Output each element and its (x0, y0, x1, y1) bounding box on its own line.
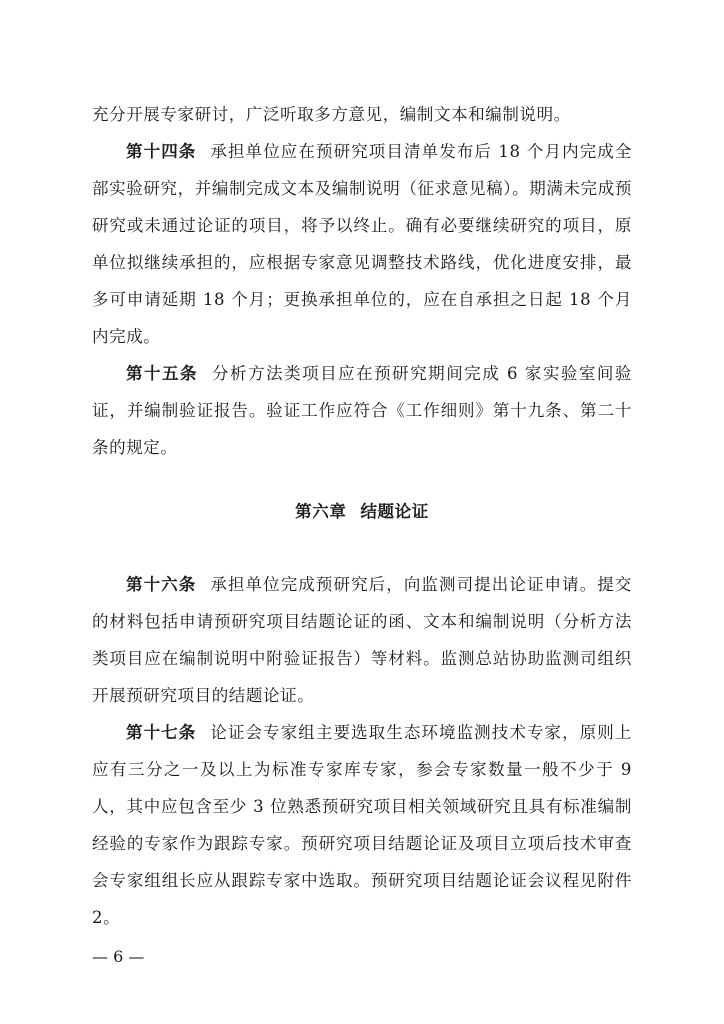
page-number: — 6 — (92, 947, 145, 966)
article-label: 第十五条 (126, 364, 199, 383)
article-17 (92, 714, 632, 936)
article-text: 承担单位应在预研究项目清单发布后 18 个月内完成全部实验研究，并编制完成文本及编制说明（征求意见稿）。期满未完成预研究或未通过论证的项目，将予以终止。确有必要继续研究的项目，原单位拟继续承担的，应根据专家意见调整技术路线，优化进度安排，最多可申请延期 18 个月；更换承担单位的，应在自承担之日起 18 个月内完成。 (92, 142, 632, 346)
article-16 (92, 566, 632, 714)
article-label: 第十四条 (126, 142, 197, 161)
document-page (92, 0, 632, 1024)
article-label: 第十六条 (126, 575, 197, 594)
article-label: 第十七条 (126, 723, 197, 742)
chapter-number: 第六章 (295, 502, 347, 521)
paragraph-continuation (92, 96, 632, 133)
article-text: 论证会专家组主要选取生态环境监测技术专家，原则上应有三分之一及以上为标准专家库专家，参会专家数量一般不少于 9 人，其中应包含至少 3 位熟悉预研究项目相关领域研究且具有标准编制经验的专家作为跟踪专家。预研究项目结题论证及项目立项后技术审查会专家组组长应从跟踪专家中选取。预研究项目结题论证会议程见附件 2。 (92, 723, 632, 927)
article-text: 分析方法类项目应在预研究期间完成 6 家实验室间验证，并编制验证报告。验证工作应符合《工作细则》第十九条、第二十条的规定。 (92, 364, 632, 457)
paragraph-text: 充分开展专家研讨，广泛听取多方意见，编制文本和编制说明。 (92, 105, 571, 124)
chapter-heading (92, 495, 632, 529)
article-15 (92, 355, 632, 466)
article-text: 承担单位完成预研究后，向监测司提出论证申请。提交的材料包括申请预研究项目结题论证的函、文本和编制说明（分析方法类项目应在编制说明中附验证报告）等材料。监测总站协助监测司组织开展预研究项目的结题论证。 (92, 575, 632, 705)
chapter-title: 结题论证 (360, 502, 429, 521)
article-14 (92, 133, 632, 355)
